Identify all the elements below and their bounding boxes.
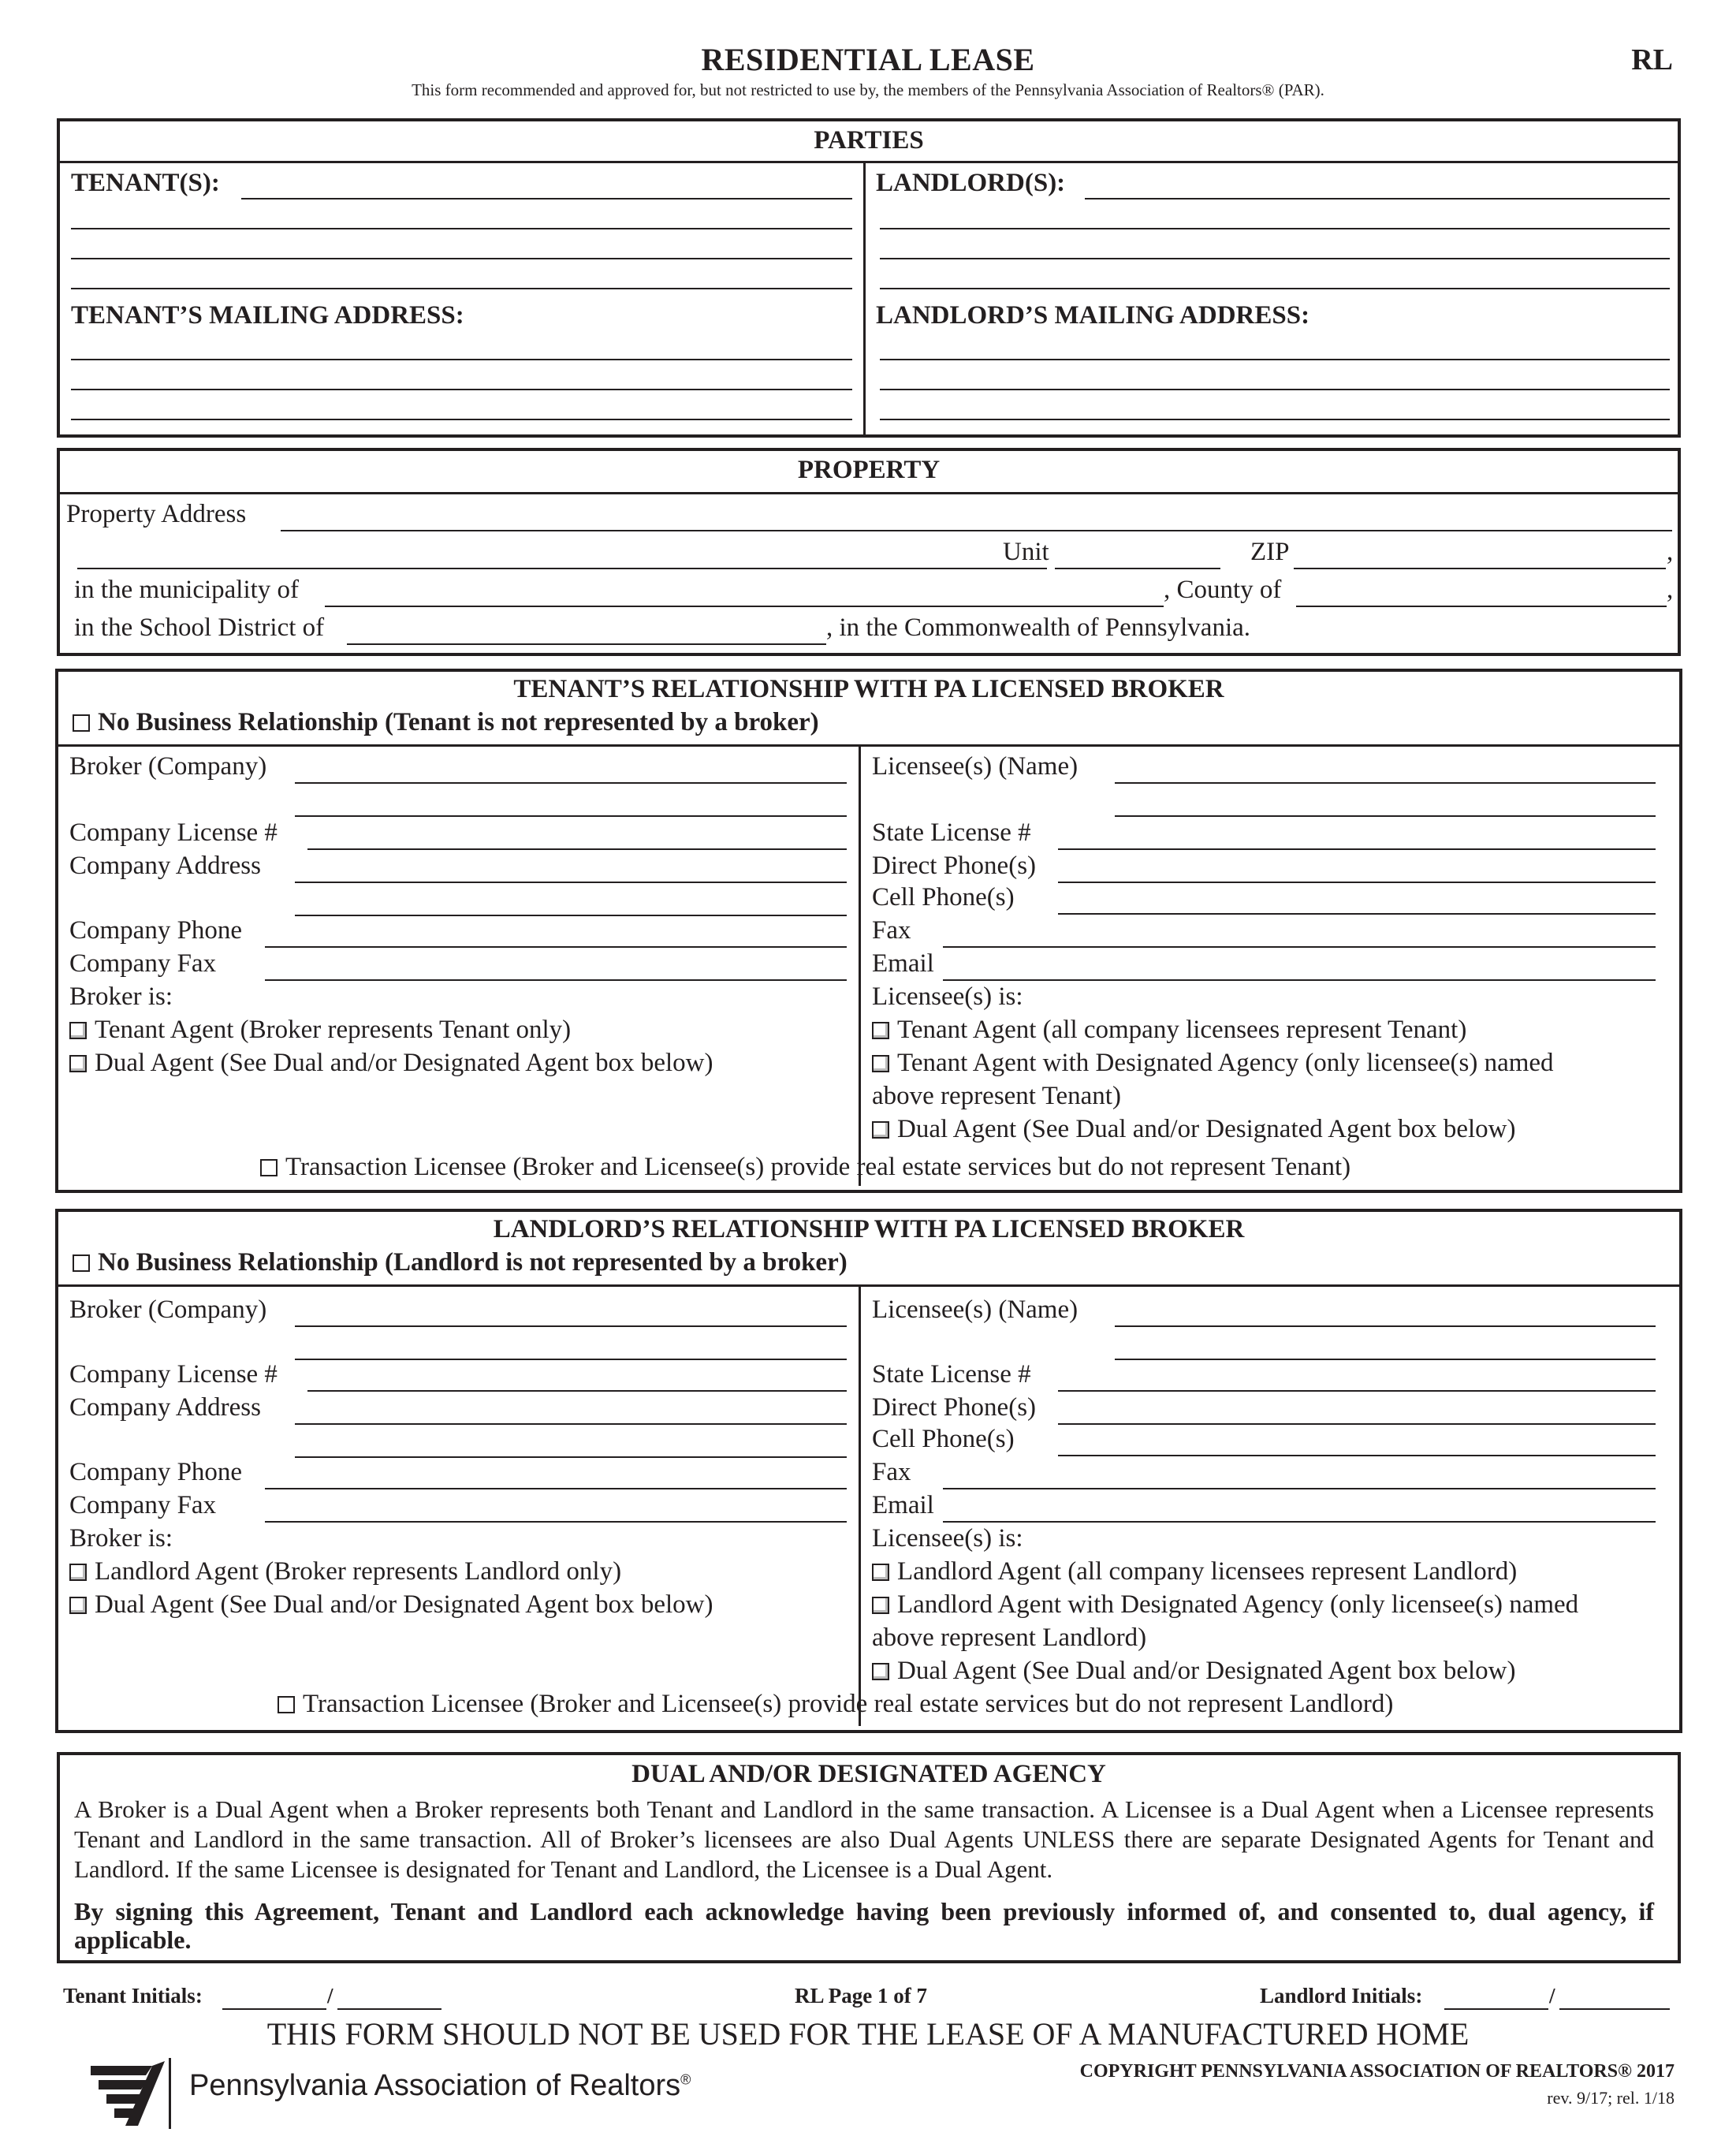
licensees-name-label: Licensee(s) (Name) (872, 1295, 1078, 1324)
landlords-label: LANDLORD(S): (876, 169, 1066, 197)
tenant-no-relationship[interactable]: No Business Relationship (Tenant is not represented by a broker) (73, 708, 819, 737)
company-address-label: Company Address (69, 852, 261, 880)
tenant-name-field-3[interactable] (71, 258, 852, 259)
tenants-label: TENANT(S): (71, 169, 220, 197)
landlord-broker-section (55, 1209, 1682, 1733)
dual-agency-heading: DUAL AND/OR DESIGNATED AGENCY (631, 1760, 1106, 1788)
tenant-name-field-4[interactable] (71, 288, 852, 289)
municipality-label: in the municipality of (74, 576, 300, 604)
checkbox[interactable] (278, 1696, 295, 1713)
direct-phone-label: Direct Phone(s) (872, 852, 1037, 880)
state-license-label: State License # (872, 1360, 1031, 1389)
licensees-name-label: Licensee(s) (Name) (872, 752, 1078, 781)
company-address-field[interactable] (295, 882, 847, 883)
property-heading: PROPERTY (797, 456, 941, 484)
licensee-designated-agency-cont: above represent Landlord) (872, 1624, 1147, 1652)
tenant-transaction-licensee-option[interactable]: Transaction Licensee (Broker and Licensee(s) provide real estate services but do not represent Tenant) (260, 1153, 1350, 1182)
manufactured-home-warning: THIS FORM SHOULD NOT BE USED FOR THE LEASE OF A MANUFACTURED HOME (266, 2016, 1470, 2052)
licensees-name-field[interactable] (1115, 1325, 1656, 1327)
tenant-name-field-2[interactable] (71, 228, 852, 229)
checkbox[interactable] (69, 1055, 87, 1072)
broker-company-label: Broker (Company) (69, 752, 267, 781)
fax-field[interactable] (943, 1488, 1656, 1489)
licensees-is-label: Licensee(s) is: (872, 1524, 1023, 1553)
checkbox[interactable] (872, 1121, 889, 1139)
unit-label: Unit (1003, 538, 1049, 566)
municipality-field[interactable] (325, 606, 1164, 607)
form-code: RL (1631, 43, 1673, 76)
landlord-initials-label: Landlord Initials: (1260, 1984, 1423, 2007)
checkbox[interactable] (73, 714, 90, 732)
company-fax-label: Company Fax (69, 949, 217, 978)
broker-dual-agent-option[interactable]: Dual Agent (See Dual and/or Designated Agent box below) (69, 1049, 713, 1078)
tenant-address-field-1[interactable] (71, 359, 852, 360)
fax-label: Fax (872, 1458, 911, 1486)
company-license-label: Company License # (69, 818, 278, 847)
direct-phone-field[interactable] (1058, 1423, 1656, 1425)
checkbox[interactable] (872, 1022, 889, 1039)
direct-phone-label: Direct Phone(s) (872, 1393, 1037, 1422)
landlord-name-field-2[interactable] (880, 228, 1670, 229)
company-fax-field[interactable] (265, 1521, 847, 1523)
parties-section (57, 118, 1681, 438)
broker-company-field-2[interactable] (295, 1359, 847, 1360)
company-license-field[interactable] (307, 1390, 847, 1392)
tenant-address-field-2[interactable] (71, 389, 852, 390)
par-flag-logo-icon (91, 2060, 177, 2126)
licensee-dual-agent-option[interactable]: Dual Agent (See Dual and/or Designated Agent box below) (872, 1657, 1515, 1686)
cell-phone-field[interactable] (1058, 1455, 1656, 1456)
broker-is-label: Broker is: (69, 982, 173, 1011)
fax-label: Fax (872, 916, 911, 945)
page-number: RL Page 1 of 7 (795, 1984, 927, 2007)
licensees-is-label: Licensee(s) is: (872, 982, 1023, 1011)
landlord-no-relationship[interactable]: No Business Relationship (Landlord is not represented by a broker) (73, 1248, 848, 1277)
landlord-address-label: LANDLORD’S MAILING ADDRESS: (876, 301, 1310, 330)
unit-field[interactable] (1055, 568, 1220, 569)
company-fax-label: Company Fax (69, 1491, 217, 1519)
licensee-designated-agency-option[interactable]: Landlord Agent with Designated Agency (only licensee(s) named (872, 1590, 1578, 1620)
dual-agency-section (57, 1752, 1681, 1963)
broker-landlord-agent-option[interactable]: Landlord Agent (Broker represents Landlord only) (69, 1557, 621, 1586)
licensee-dual-agent-option[interactable]: Dual Agent (See Dual and/or Designated Agent box below) (872, 1115, 1515, 1144)
licensee-tenant-agent-option[interactable]: Tenant Agent (all company licensees represent Tenant) (872, 1016, 1466, 1045)
broker-company-field[interactable] (295, 1325, 847, 1327)
property-address-field-2[interactable] (77, 568, 1047, 569)
email-label: Email (872, 949, 934, 978)
state-license-label: State License # (872, 818, 1031, 847)
tenant-initials-field-2[interactable] (337, 2008, 441, 2010)
property-section: PROPERTY Property Address Unit ZIP , in the municipality of , County of , in the School District of , in the Commonwealth of Pennsylvania. (57, 448, 1681, 656)
tenant-broker-section (55, 669, 1682, 1193)
page-title: RESIDENTIAL LEASE (701, 42, 1035, 77)
landlord-address-field-3[interactable] (880, 419, 1670, 420)
copyright-notice: COPYRIGHT PENNSYLVANIA ASSOCIATION OF REALTORS® 2017 (1079, 2061, 1675, 2082)
company-address-field-2[interactable] (295, 915, 847, 916)
broker-dual-agent-option[interactable]: Dual Agent (See Dual and/or Designated Agent box below) (69, 1590, 713, 1620)
checkbox[interactable] (872, 1663, 889, 1680)
licensees-name-field[interactable] (1115, 782, 1656, 784)
zip-label: ZIP (1250, 538, 1290, 566)
fax-field[interactable] (943, 946, 1656, 948)
checkbox[interactable] (73, 1254, 90, 1272)
broker-company-label: Broker (Company) (69, 1295, 267, 1324)
state-license-field[interactable] (1058, 1390, 1656, 1392)
school-district-field[interactable] (347, 643, 826, 645)
email-field[interactable] (943, 1521, 1656, 1523)
county-field[interactable] (1296, 606, 1667, 607)
checkbox[interactable] (872, 1564, 889, 1581)
tenant-initials-field-1[interactable] (222, 2008, 326, 2010)
landlord-initials-field-2[interactable] (1559, 2008, 1670, 2010)
broker-company-field[interactable] (295, 782, 847, 784)
cell-phone-label: Cell Phone(s) (872, 883, 1015, 911)
school-district-label: in the School District of (74, 613, 325, 642)
licensee-landlord-agent-option[interactable]: Landlord Agent (all company licensees represent Landlord) (872, 1557, 1517, 1586)
landlord-transaction-licensee-option[interactable]: Transaction Licensee (Broker and Licensee(s) provide real estate services but do not represent Landlord) (278, 1690, 1393, 1719)
broker-company-field-2[interactable] (295, 815, 847, 817)
checkbox[interactable] (69, 1564, 87, 1581)
checkbox[interactable] (260, 1159, 278, 1176)
logo-divider (169, 2058, 171, 2129)
tenant-address-field-3[interactable] (71, 419, 852, 420)
parties-heading: PARTIES (814, 126, 924, 155)
checkbox[interactable] (872, 1055, 889, 1072)
zip-field[interactable] (1294, 568, 1666, 569)
company-address-label: Company Address (69, 1393, 261, 1422)
commonwealth-text: , in the Commonwealth of Pennsylvania. (826, 613, 1251, 642)
email-field[interactable] (943, 979, 1656, 981)
cell-phone-label: Cell Phone(s) (872, 1425, 1015, 1453)
checkbox[interactable] (69, 1022, 87, 1039)
company-phone-label: Company Phone (69, 1458, 243, 1486)
tenant-address-label: TENANT’S MAILING ADDRESS: (71, 301, 464, 330)
landlord-name-field-4[interactable] (880, 288, 1670, 289)
page-subtitle: This form recommended and approved for, but not restricted to use by, the members of the Pennsylvania Association of Realtors® (PAR). (412, 80, 1324, 99)
direct-phone-field[interactable] (1058, 882, 1656, 883)
email-label: Email (872, 1491, 934, 1519)
company-license-label: Company License # (69, 1360, 278, 1389)
landlord-broker-heading: LANDLORD’S RELATIONSHIP WITH PA LICENSED BROKER (493, 1215, 1245, 1243)
company-address-field[interactable] (295, 1423, 847, 1425)
landlord-address-field-1[interactable] (880, 359, 1670, 360)
revision-info: rev. 9/17; rel. 1/18 (1547, 2088, 1675, 2108)
property-address-label: Property Address (66, 500, 247, 528)
company-phone-label: Company Phone (69, 916, 243, 945)
company-phone-field[interactable] (265, 1488, 847, 1489)
state-license-field[interactable] (1058, 848, 1656, 850)
landlord-initials-field-1[interactable] (1444, 2008, 1548, 2010)
licensee-designated-agency-cont: above represent Tenant) (872, 1082, 1121, 1110)
licensee-designated-agency-option[interactable]: Tenant Agent with Designated Agency (only licensee(s) named (872, 1049, 1554, 1078)
cell-phone-field[interactable] (1058, 913, 1656, 915)
tenant-initials-label: Tenant Initials: (63, 1984, 203, 2007)
landlord-address-field-2[interactable] (880, 389, 1670, 390)
property-address-field[interactable] (281, 530, 1672, 531)
company-fax-field[interactable] (265, 979, 847, 981)
dual-agency-paragraph: A Broker is a Dual Agent when a Broker represents both Tenant and Landlord in the same transaction. A Licensee is a Dual Agent when a Licensee represents Tenant and Landlord in the same transaction. All of Broker’s licensees are also Dual Agents UNLESS there are separate Designated Agents for Tenant and Landlord. If the same Licensee is designated for Tenant and Landlord, the Licensee is a Dual Agent. (74, 1795, 1654, 1883)
county-label: , County of (1164, 576, 1282, 604)
licensees-name-field-2[interactable] (1115, 1359, 1656, 1360)
org-name: Pennsylvania Association of Realtors® (189, 2069, 691, 2102)
broker-is-label: Broker is: (69, 1524, 173, 1553)
landlord-name-field-1[interactable] (1085, 198, 1670, 199)
licensees-name-field-2[interactable] (1115, 815, 1656, 817)
tenant-name-field-1[interactable] (241, 198, 852, 199)
tenant-broker-heading: TENANT’S RELATIONSHIP WITH PA LICENSED BROKER (513, 675, 1224, 703)
company-license-field[interactable] (307, 848, 847, 850)
checkbox[interactable] (69, 1597, 87, 1614)
company-address-field-2[interactable] (295, 1456, 847, 1458)
company-phone-field[interactable] (265, 946, 847, 948)
broker-tenant-agent-option[interactable]: Tenant Agent (Broker represents Tenant only) (69, 1016, 571, 1045)
checkbox[interactable] (872, 1597, 889, 1614)
landlord-name-field-3[interactable] (880, 258, 1670, 259)
dual-agency-acknowledgement: By signing this Agreement, Tenant and Landlord each acknowledge having been previously informed of, and consented to, dual agency, if applicable. (74, 1897, 1654, 1954)
